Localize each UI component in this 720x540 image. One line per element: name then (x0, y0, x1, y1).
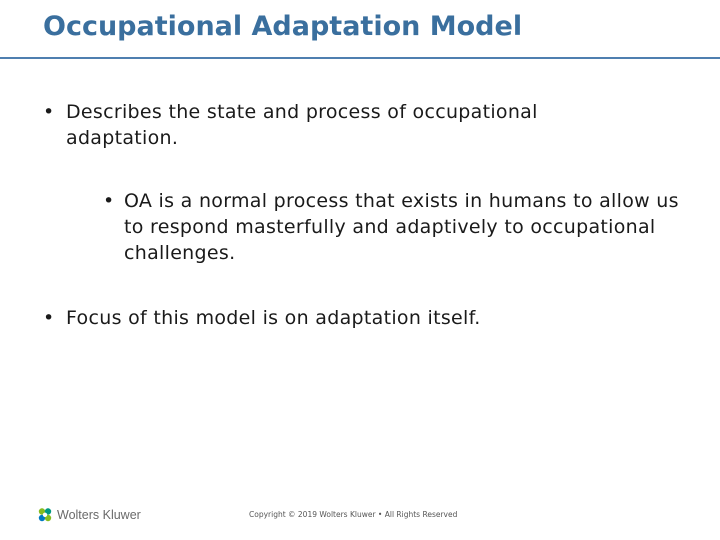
bullet-text: Focus of this model is on adaptation itself. (66, 307, 481, 329)
bullet-marker: • (43, 307, 55, 329)
copyright-notice: Copyright © 2019 Wolters Kluwer • All Rights Reserved (249, 510, 458, 519)
bullet-text: OA is a normal process that exists in humans to allow us to respond masterfully and adaptively to occupational challenges. (124, 190, 679, 264)
publisher-logo (36, 506, 141, 524)
bullet-marker: • (43, 101, 55, 123)
bullet-marker: • (103, 190, 115, 212)
slide-title: Occupational Adaptation Model (43, 11, 523, 42)
bullet-text: Describes the state and process of occupational adaptation. (66, 101, 538, 149)
sub-bullet-item (103, 188, 693, 266)
logo-text: Wolters Kluwer (57, 508, 141, 522)
wolters-kluwer-logo-icon (36, 506, 54, 524)
title-divider (0, 57, 720, 59)
bullet-item (43, 305, 663, 331)
bullet-item (43, 99, 643, 151)
